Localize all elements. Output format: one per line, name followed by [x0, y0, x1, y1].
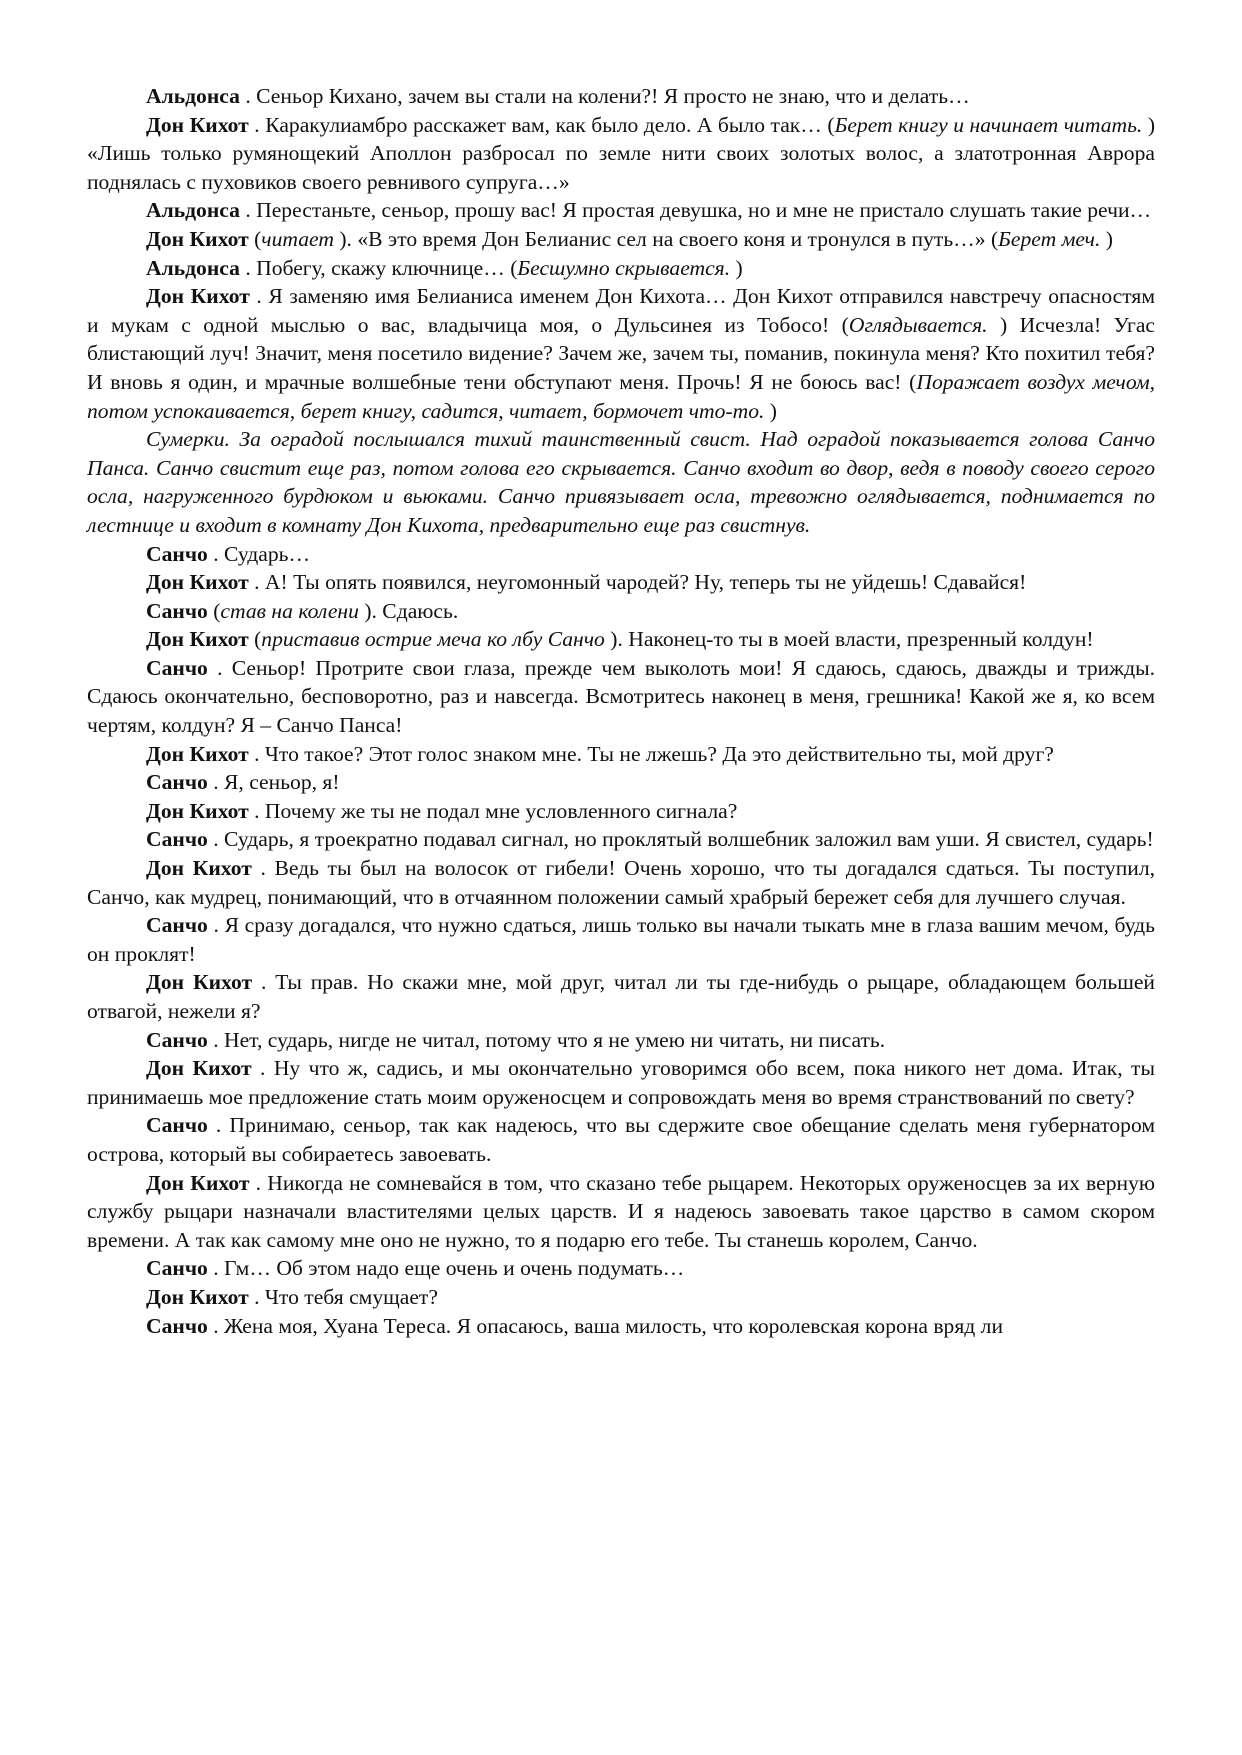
paragraph	[87, 797, 1155, 826]
speaker-name: Санчо	[146, 1113, 208, 1138]
document-page	[87, 82, 1155, 1340]
dialogue-text: )	[764, 398, 777, 423]
paragraph	[87, 1283, 1155, 1312]
speaker-name: Дон Кихот	[146, 570, 249, 595]
paragraph	[87, 111, 1155, 197]
dialogue-text: . Почему же ты не подал мне условленного сигнала?	[248, 798, 738, 823]
speaker-name: Санчо	[146, 1256, 208, 1281]
paragraph	[87, 968, 1155, 1025]
speaker-name: Альдонса	[146, 255, 240, 280]
dialogue-text: (	[248, 627, 262, 652]
paragraph	[87, 425, 1155, 539]
dialogue-text: . Что такое? Этот голос знаком мне. Ты не лжешь? Да это действительно ты, мой друг?	[248, 741, 1054, 766]
paragraph	[87, 282, 1155, 425]
dialogue-text: . Побегу, скажу ключнице… (	[239, 255, 518, 280]
dialogue-text: ). «В это время Дон Белианис сел на своего коня и тронулся в путь…» (	[333, 226, 999, 251]
dialogue-text: ) «Лишь только румянощекий Аполлон разбросал по земле нити своих золотых волос, а златотронная Аврора поднялась с пуховиков своего ревнивого супруга…»	[87, 112, 1156, 194]
paragraph	[87, 1312, 1155, 1341]
paragraph	[87, 1111, 1155, 1168]
dialogue-text: . Нет, сударь, нигде не читал, потому что я не умею ни читать, ни писать.	[207, 1027, 886, 1052]
paragraph	[87, 225, 1155, 254]
speaker-name: Дон Кихот	[146, 112, 249, 137]
dialogue-text: . Никогда не сомневайся в том, что сказано тебе рыцарем. Некоторых оруженосцев за их верную службу рыцари назначали властителями целых царств. И я надеюсь завоевать такое царство в самом скором времени. А так как самому мне оно не нужно, то я подарю его тебе. Ты станешь королем, Санчо.	[87, 1170, 1155, 1252]
dialogue-text: . Сударь, я троекратно подавал сигнал, но проклятый волшебник заложил вам уши. Я свистел, сударь!	[207, 827, 1154, 852]
paragraph	[87, 911, 1155, 968]
dialogue-text: . Принимаю, сеньор, так как надеюсь, что вы сдержите свое обещание сделать меня губернатором острова, который вы собираетесь завоевать.	[87, 1113, 1155, 1166]
speaker-name: Дон Кихот	[146, 741, 249, 766]
speaker-name: Дон Кихот	[146, 970, 253, 995]
speaker-name: Санчо	[146, 913, 208, 938]
speaker-name: Альдонса	[146, 198, 240, 223]
paragraph	[87, 1169, 1155, 1255]
speaker-name: Дон Кихот	[146, 1170, 250, 1195]
dialogue-text: . Сеньор Кихано, зачем вы стали на колени?! Я просто не знаю, что и делать…	[239, 84, 970, 108]
paragraph	[87, 854, 1155, 911]
paragraph	[87, 568, 1155, 597]
speaker-name: Альдонса	[146, 84, 240, 108]
stage-direction: Оглядывается.	[848, 312, 988, 337]
dialogue-text: . Что тебя смущает?	[248, 1284, 438, 1309]
dialogue-text: )	[1100, 226, 1113, 251]
paragraph	[87, 825, 1155, 854]
paragraph	[87, 540, 1155, 569]
dialogue-text: . Я заменяю имя Белианиса именем Дон Кихота… Дон Кихот отправился навстречу опасностям и мукам с одной мыслью о вас, владычица моя, о Дульсинея из Тобосо! (	[87, 284, 1156, 337]
stage-direction: Поражает воздух мечом, потом успокаивается, берет книгу, садится, читает, бормочет что-то.	[87, 369, 1155, 423]
dialogue-text: ) Исчезла! Угас блистающий луч! Значит, меня посетило видение? Зачем же, зачем ты, поманив, покинула меня? Кто похитил тебя? И вновь я один, и мрачные волшебные тени обступают меня. Прочь! Я не боюсь вас! (	[87, 312, 1155, 394]
paragraph	[87, 597, 1155, 626]
dialogue-text: ). Сдаюсь.	[358, 598, 459, 623]
paragraph	[87, 1254, 1155, 1283]
speaker-name: Дон Кихот	[146, 284, 250, 309]
dialogue-text: . Я, сеньор, я!	[207, 770, 340, 795]
paragraph	[87, 768, 1155, 797]
speaker-name: Санчо	[146, 770, 208, 795]
dialogue-text: . Я сразу догадался, что нужно сдаться, лишь только вы начали тыкать мне в глаза вашим мечом, будь он проклят!	[87, 913, 1155, 966]
paragraph	[87, 740, 1155, 769]
speaker-name: Дон Кихот	[146, 856, 252, 881]
speaker-name: Дон Кихот	[146, 627, 249, 652]
stage-direction: став на колени	[220, 598, 359, 623]
paragraph	[87, 625, 1155, 654]
speaker-name: Санчо	[146, 1027, 208, 1052]
speaker-name: Дон Кихот	[146, 798, 249, 823]
dialogue-text: (	[248, 226, 262, 251]
stage-direction: читает	[261, 226, 334, 251]
stage-direction: Сумерки. За оградой послышался тихий таинственный свист. Над оградой показывается голова Санчо Панса. Санчо свистит еще раз, потом голова его скрывается. Санчо входит во двор, ведя в поводу своего серого осла, нагруженного бурдюком и вьюками. Санчо привязывает осла, тревожно оглядывается, поднимается по лестнице и входит в комнату Дон Кихота, предварительно еще раз свистнув.	[87, 427, 1155, 537]
dialogue-text: . Сеньор! Протрите свои глаза, прежде чем выколоть мои! Я сдаюсь, сдаюсь, дважды и трижды. Сдаюсь окончательно, бесповоротно, раз и навсегда. Всмотритесь наконец в меня, грешника! Какой же я, ко всем чертям, колдун? Я – Санчо Панса!	[87, 655, 1155, 738]
dialogue-text: (	[207, 598, 221, 623]
dialogue-text: . Ведь ты был на волосок от гибели! Очень хорошо, что ты догадался сдаться. Ты поступил, Санчо, как мудрец, понимающий, что в отчаянном положении самый храбрый бережет себя для лучшего случая.	[87, 856, 1155, 909]
dialogue-text: ). Наконец-то ты в моей власти, презренный колдун!	[604, 627, 1094, 652]
dialogue-text: . Жена моя, Хуана Тереса. Я опасаюсь, ваша милость, что королевская корона вряд ли	[207, 1313, 1003, 1338]
dialogue-text: . Ну что ж, садись, и мы окончательно уговоримся обо всем, пока никого нет дома. Итак, ты принимаешь мое предложение стать моим оруженосцем и сопровождать меня во время странствований по свету?	[87, 1056, 1156, 1109]
speaker-name: Дон Кихот	[146, 1056, 252, 1081]
dialogue-text: . Каракулиамбро расскажет вам, как было дело. А было так… (	[248, 112, 835, 137]
stage-direction: Берет меч.	[998, 226, 1101, 251]
paragraph	[87, 1054, 1155, 1111]
dialogue-text: . Сударь…	[207, 541, 311, 566]
stage-direction: Берет книгу и начинает читать.	[834, 112, 1143, 137]
speaker-name: Санчо	[146, 655, 208, 680]
speaker-name: Дон Кихот	[146, 1284, 249, 1309]
dialogue-text: )	[730, 255, 743, 280]
speaker-name: Санчо	[146, 827, 208, 852]
dialogue-text: . Перестаньте, сеньор, прошу вас! Я простая девушка, но и мне не пристало слушать такие речи…	[239, 198, 1152, 223]
stage-direction: Бесшумно скрывается.	[517, 255, 731, 280]
stage-direction: приставив острие меча ко лбу Санчо	[261, 627, 605, 652]
speaker-name: Санчо	[146, 1313, 208, 1338]
speaker-name: Санчо	[146, 598, 208, 623]
paragraph	[87, 654, 1155, 740]
speaker-name: Санчо	[146, 541, 208, 566]
dialogue-text: . Гм… Об этом надо еще очень и очень подумать…	[207, 1256, 685, 1281]
dialogue-text: . А! Ты опять появился, неугомонный чародей? Ну, теперь ты не уйдешь! Сдавайся!	[248, 570, 1027, 595]
speaker-name: Дон Кихот	[146, 226, 249, 251]
paragraph	[87, 254, 1155, 283]
paragraph	[87, 1026, 1155, 1055]
dialogue-text: . Ты прав. Но скажи мне, мой друг, читал ли ты где-нибудь о рыцаре, обладающем большей отвагой, нежели я?	[87, 970, 1155, 1023]
paragraph	[87, 196, 1155, 225]
paragraph	[87, 82, 1155, 111]
